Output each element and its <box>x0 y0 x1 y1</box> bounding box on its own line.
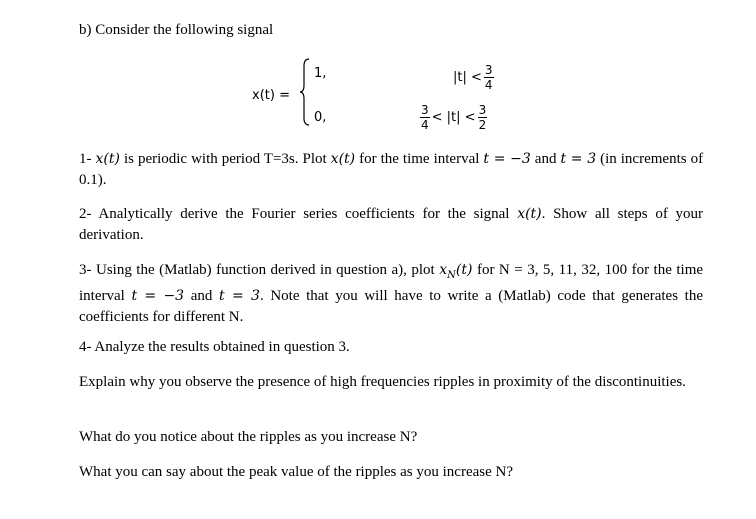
case2-value: 0, <box>314 110 327 125</box>
case2-frac1-num: 3 <box>421 102 429 117</box>
q1-t-neg3: t = −3 <box>483 151 531 167</box>
notice-question: What do you notice about the ripples as you increase N? <box>79 429 418 445</box>
question-1 <box>79 149 703 191</box>
q3-x-n <box>439 262 473 281</box>
case2-frac1-den: 4 <box>421 117 429 132</box>
q1-part3: and <box>534 151 557 167</box>
q1-x-t: x(t) <box>95 151 120 167</box>
case1-fraction <box>484 64 494 91</box>
q3-x: x <box>439 262 448 278</box>
case1-cond-text: |t| < <box>453 69 482 85</box>
case1-value: 1, <box>314 66 327 81</box>
case2-frac2-den: 2 <box>478 117 487 132</box>
q1-prefix: 1- <box>79 151 92 167</box>
q2-part1: 2- Analytically derive the Fourier series coefficients for the signal <box>79 206 510 222</box>
equation-lhs: x(t) = <box>252 88 290 103</box>
case2-frac2-num: 3 <box>478 102 487 117</box>
q1-part2: for the time interval <box>359 151 480 167</box>
question-4: 4- Analyze the results obtained in question 3. <box>79 339 350 355</box>
q3-t-3: t = 3 <box>219 287 260 304</box>
q1-part4: (in increments of 0.1). <box>79 151 704 188</box>
question-2 <box>79 204 703 246</box>
case2-fraction-2 <box>478 104 488 131</box>
q3-part2: for N = 3, 5, 11, 32, 100 for the time interval <box>79 262 704 304</box>
q3-t-neg3: t = −3 <box>131 287 185 304</box>
left-brace-icon <box>299 58 311 126</box>
case2-fraction-1 <box>420 104 430 131</box>
q1-x-t-2: x(t) <box>330 151 356 167</box>
case1-frac-num: 3 <box>484 62 493 77</box>
case2-cond-text: < |t| < <box>431 109 476 125</box>
q1-t-3: t = 3 <box>560 151 597 167</box>
section-heading: b) Consider the following signal <box>79 22 274 38</box>
question-3 <box>79 260 703 328</box>
q3-part1: 3- Using the (Matlab) function derived in question a), plot <box>79 262 435 278</box>
q3-part3: and <box>190 287 213 304</box>
q3-x-sub: N <box>447 269 456 281</box>
case1-frac-den: 4 <box>484 77 493 92</box>
q3-x-arg: (t) <box>455 262 473 278</box>
q3-part4: . Note that you will have to write a (Matlab) code that generates the coefficients for different N. <box>79 287 703 325</box>
case2-condition <box>420 100 487 134</box>
q2-part2: . Show all steps of your derivation. <box>79 206 704 243</box>
peak-question: What you can say about the peak value of the ripples as you increase N? <box>79 464 514 480</box>
q1-part1: is periodic with period T=3s. Plot <box>123 151 327 167</box>
case1-condition <box>453 60 494 94</box>
explain-paragraph: Explain why you observe the presence of high frequencies ripples in proximity of the discontinuities. <box>79 374 686 390</box>
q2-x-t: x(t) <box>517 206 542 222</box>
